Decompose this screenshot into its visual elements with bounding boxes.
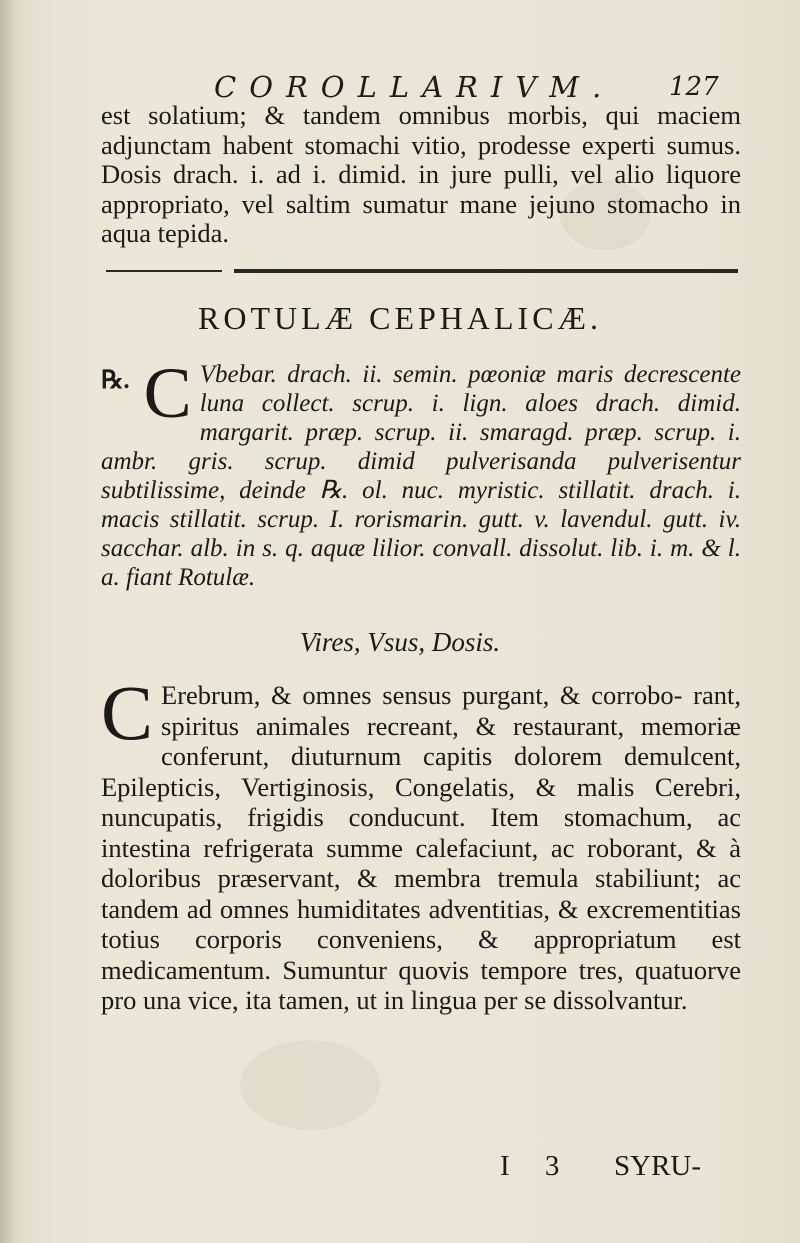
virtues-text: Erebrum, & omnes sensus purgant, & corrobo- rant, spiritus animales recreant, & restaurant, memoriæ conferunt, diuturnum capitis dolorem demulcent, Epilepticis, Vertiginosis, Congelatis, & malis Cerebri, nuncupatis, frigidis conducunt. Item stomachum, ac intestina refrigerata summe calefaciunt, ac roborant, & à doloribus præservant, & membra tremula stabiliunt; ac tandem ad omnes humiditates adventitias, & excrementitias totius corporis conveniens, & appropriatum est medicamentum. Sumuntur quovis tempore tres, quatuorve pro una vice, ita tamen, ut in lingua per se dissolvantur.	[101, 680, 741, 1015]
divider-rule-right	[234, 269, 738, 273]
intro-paragraph: est solatium; & tandem omnibus morbis, qui maciem adjunctam habent stomachi vitio, prodesse experti sumus. Dosis drach. i. ad i. dimid. in jure pulli, vel alio liquore appropriato, vel saltim sumatur mane jejuno stomacho in aqua tepida.	[101, 100, 741, 248]
paper-stain	[240, 1040, 380, 1130]
catchword: SYRU-	[614, 1150, 702, 1182]
divider-rule-left	[106, 270, 222, 272]
section-divider	[106, 268, 738, 274]
running-title: COROLLARIVM.	[214, 70, 615, 104]
section-title: ROTULÆ CEPHALICÆ.	[197, 300, 602, 336]
recipe-paragraph	[101, 353, 741, 592]
rx-symbol: ℞.	[101, 367, 130, 394]
recipe-initial: C	[143, 353, 192, 433]
virtues-initial: C	[101, 669, 154, 756]
page-footer	[0, 1150, 800, 1190]
recipe-text: Vbebar. drach. ii. semin. pœoniæ maris decrescente luna collect. scrup. i. lign. aloes drach. dimid. margarit. præp. scrup. ii. smaragd. præp. scrup. i. ambr. gris. scrup. dimid pulverisanda pulverisentur subtilissime, deinde ℞. ol. nuc. myristic. stillatit. drach. i. macis stillatit. scrup. I. rorismarin. gutt. v. lavendul. gutt. iv. sacchar. alb. in s. q. aquæ lilior. convall. dissolut. lib. i. m. & l. a. fiant Rotulæ.	[101, 361, 741, 591]
signature-mark: I 3	[500, 1150, 574, 1182]
binding-gutter	[0, 0, 14, 1243]
subheading: Vires, Vsus, Dosis.	[299, 627, 501, 657]
page-number: 127	[669, 72, 719, 102]
virtues-paragraph	[101, 669, 741, 1016]
